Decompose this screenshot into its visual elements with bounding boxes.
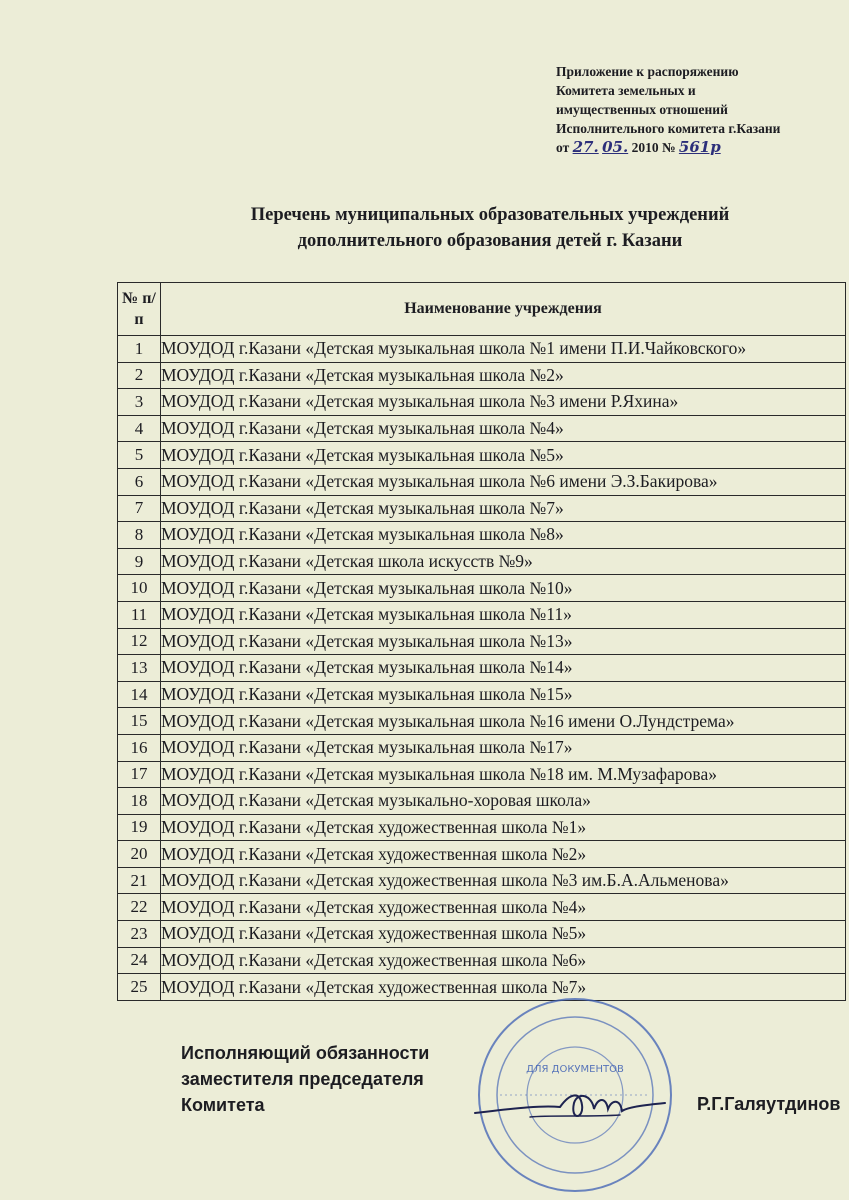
- table-row: [118, 947, 846, 974]
- table-row: [118, 734, 846, 761]
- row-number: 24: [118, 947, 161, 974]
- row-number: 10: [118, 575, 161, 602]
- institution-name: МОУДОД г.Казани «Детская художественная школа №3 им.Б.А.Альменова»: [161, 867, 846, 894]
- institution-name: МОУДОД г.Казани «Детская художественная школа №5»: [161, 921, 846, 948]
- row-number: 16: [118, 734, 161, 761]
- institution-name: МОУДОД г.Казани «Детская музыкальная школа №16 имени О.Лундстрема»: [161, 708, 846, 735]
- document-title: [130, 202, 849, 254]
- row-number: 12: [118, 628, 161, 655]
- institution-name: МОУДОД г.Казани «Детская музыкально-хоровая школа»: [161, 788, 846, 815]
- institution-name: МОУДОД г.Казани «Детская музыкальная школа №17»: [161, 734, 846, 761]
- row-number: 18: [118, 788, 161, 815]
- header-line-1: Приложение к распоряжению: [556, 64, 739, 79]
- institution-name: МОУДОД г.Казани «Детская художественная школа №1»: [161, 814, 846, 841]
- row-number: 1: [118, 336, 161, 363]
- table-row: [118, 442, 846, 469]
- table-row: [118, 495, 846, 522]
- table-row: [118, 761, 846, 788]
- row-number: 21: [118, 867, 161, 894]
- row-number: 9: [118, 548, 161, 575]
- institution-name: МОУДОД г.Казани «Детская музыкальная школа №15»: [161, 681, 846, 708]
- row-number: 14: [118, 681, 161, 708]
- table-header-row: [118, 283, 846, 336]
- institution-name: МОУДОД г.Казани «Детская художественная школа №4»: [161, 894, 846, 921]
- table-row: [118, 548, 846, 575]
- row-number: 7: [118, 495, 161, 522]
- institution-name: МОУДОД г.Казани «Детская музыкальная школа №13»: [161, 628, 846, 655]
- row-number: 13: [118, 655, 161, 682]
- header-line-4: Исполнительного комитета г.Казани: [556, 121, 781, 136]
- row-number: 20: [118, 841, 161, 868]
- row-number: 17: [118, 761, 161, 788]
- table-row: [118, 814, 846, 841]
- header-line-2: Комитета земельных и: [556, 83, 696, 98]
- signatory-title: [181, 1040, 429, 1118]
- signatory-name: Р.Г.Галяутдинов: [697, 1094, 841, 1114]
- appendix-header: [556, 62, 846, 157]
- table-row: [118, 894, 846, 921]
- institution-name: МОУДОД г.Казани «Детская музыкальная школа №18 им. М.Музафарова»: [161, 761, 846, 788]
- institution-name: МОУДОД г.Казани «Детская художественная школа №6»: [161, 947, 846, 974]
- row-number: 5: [118, 442, 161, 469]
- institution-name: МОУДОД г.Казани «Детская музыкальная школа №11»: [161, 601, 846, 628]
- table-row: [118, 708, 846, 735]
- institution-name: МОУДОД г.Казани «Детская музыкальная школа №2»: [161, 362, 846, 389]
- institution-name: МОУДОД г.Казани «Детская музыкальная школа №1 имени П.И.Чайковского»: [161, 336, 846, 363]
- title-line-1: Перечень муниципальных образовательных учреждений: [250, 205, 730, 225]
- date-line: [556, 138, 846, 157]
- row-number: 25: [118, 974, 161, 1001]
- row-number: 22: [118, 894, 161, 921]
- institution-name: МОУДОД г.Казани «Детская музыкальная школа №7»: [161, 495, 846, 522]
- table-row: [118, 681, 846, 708]
- table-row: [118, 336, 846, 363]
- table-row: [118, 389, 846, 416]
- institution-name: МОУДОД г.Казани «Детская музыкальная школа №14»: [161, 655, 846, 682]
- row-number: 23: [118, 921, 161, 948]
- institution-name: МОУДОД г.Казани «Детская музыкальная школа №5»: [161, 442, 846, 469]
- signatory-line-2: заместителя председателя: [181, 1069, 424, 1089]
- signatory-line-3: Комитета: [181, 1095, 265, 1115]
- institution-name: МОУДОД г.Казани «Детская музыкальная школа №4»: [161, 415, 846, 442]
- date-prefix: от: [556, 140, 570, 155]
- row-number: 19: [118, 814, 161, 841]
- table-row: [118, 575, 846, 602]
- column-header-number: № п/п: [118, 283, 161, 336]
- institution-name: МОУДОД г.Казани «Детская художественная школа №2»: [161, 841, 846, 868]
- institution-name: МОУДОД г.Казани «Детская музыкальная школа №3 имени Р.Яхина»: [161, 389, 846, 416]
- row-number: 3: [118, 389, 161, 416]
- date-month: 05.: [602, 138, 629, 156]
- institution-name: МОУДОД г.Казани «Детская школа искусств №9»: [161, 548, 846, 575]
- table-row: [118, 788, 846, 815]
- table-row: [118, 867, 846, 894]
- table-row: [118, 468, 846, 495]
- row-number: 2: [118, 362, 161, 389]
- institution-name: МОУДОД г.Казани «Детская художественная школа №7»: [161, 974, 846, 1001]
- order-number: 561р: [678, 138, 721, 156]
- date-day: 27.: [572, 138, 599, 156]
- header-line-3: имущественных отношений: [556, 102, 728, 117]
- row-number: 6: [118, 468, 161, 495]
- table-row: [118, 628, 846, 655]
- signatory-line-1: Исполняющий обязанности: [181, 1043, 430, 1063]
- table-row: [118, 522, 846, 549]
- table-row: [118, 415, 846, 442]
- institution-name: МОУДОД г.Казани «Детская музыкальная школа №6 имени Э.З.Бакирова»: [161, 468, 846, 495]
- title-line-2: дополнительного образования детей г. Казани: [297, 231, 683, 251]
- table-row: [118, 655, 846, 682]
- table-row: [118, 601, 846, 628]
- row-number: 8: [118, 522, 161, 549]
- table-row: [118, 362, 846, 389]
- row-number: 4: [118, 415, 161, 442]
- institution-name: МОУДОД г.Казани «Детская музыкальная школа №8»: [161, 522, 846, 549]
- institutions-table: [117, 282, 846, 1001]
- stamp-text: ДЛЯ ДОКУМЕНТОВ: [526, 1064, 624, 1075]
- table-row: [118, 841, 846, 868]
- institution-name: МОУДОД г.Казани «Детская музыкальная школа №10»: [161, 575, 846, 602]
- handwritten-signature: [470, 1085, 670, 1135]
- row-number: 11: [118, 601, 161, 628]
- column-header-name: Наименование учреждения: [161, 283, 846, 336]
- date-year: 2010 №: [631, 140, 676, 155]
- row-number: 15: [118, 708, 161, 735]
- table-row: [118, 921, 846, 948]
